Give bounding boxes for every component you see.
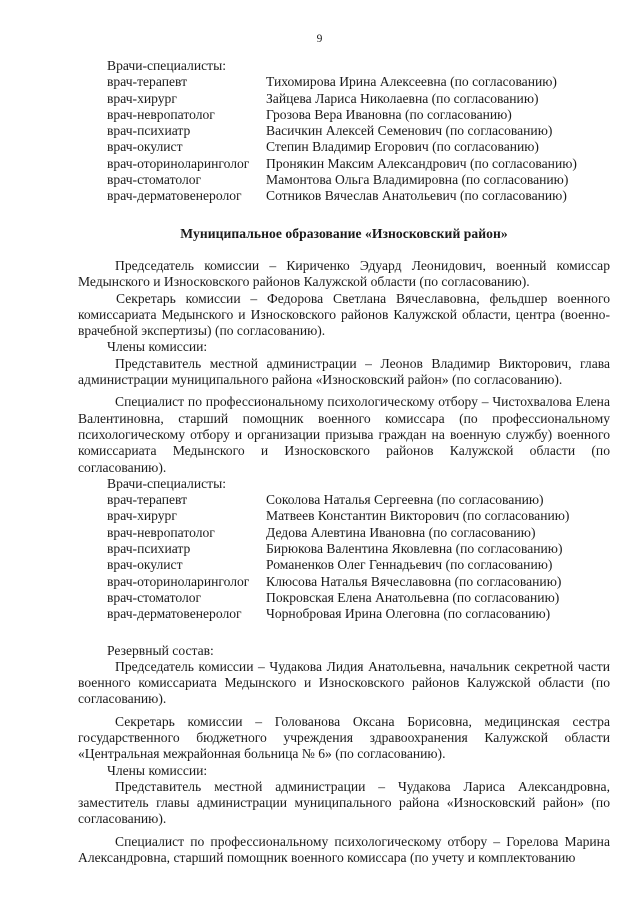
commission-chairman: Председатель комиссии – Кириченко Эдуард Леонидович, военный комиссар Медынского и Износковского районов Калужской области (по согласованию). [78, 257, 610, 290]
doctor-role: врач-невропатолог [107, 106, 215, 122]
doctor-row [78, 188, 610, 204]
doctor-row [78, 74, 610, 90]
doctor-role: врач-стоматолог [107, 172, 202, 188]
doctor-role: врач-психиатр [107, 541, 191, 557]
doctor-role: врач-дерматовенеролог [107, 606, 242, 622]
doctor-row [78, 139, 610, 155]
doctor-row [78, 492, 610, 508]
doctor-role: врач-оториноларинголог [107, 155, 250, 171]
doctors-title-2: Врачи-специалисты: [107, 475, 226, 491]
doctor-name: Дедова Алевтина Ивановна (по согласованию) [266, 524, 536, 540]
commission-secretary: Секретарь комиссии – Федорова Светлана Вячеславовна, фельдшер военного комиссариата Медынского и Износковского районов Калужской области, центра (военно-врачебной экспертизы) (по согласованию). [78, 290, 610, 339]
doctor-name: Мамонтова Ольга Владимировна (по согласованию) [266, 172, 569, 188]
doctor-role: врач-невропатолог [107, 524, 215, 540]
doctor-role: врач-хирург [107, 90, 177, 106]
doctor-name: Покровская Елена Анатольевна (по согласованию) [266, 589, 560, 605]
doctor-role: врач-хирург [107, 508, 177, 524]
doctor-row [78, 107, 610, 123]
doctor-role: врач-терапевт [107, 74, 188, 90]
doctor-name: Тихомирова Ирина Алексеевна (по согласованию) [266, 74, 557, 90]
doctors-list-2 [78, 492, 610, 622]
doctor-row [78, 508, 610, 524]
doctor-name: Клюсова Наталья Вячеславовна (по согласованию) [266, 573, 562, 589]
reserve-admin-representative: Представитель местной администрации – Чудакова Лариса Александровна, заместитель главы администрации муниципального района «Износковский район» (по согласованию). [78, 778, 610, 827]
doctor-name: Степин Владимир Егорович (по согласованию) [266, 139, 539, 155]
doctor-role: врач-дерматовенеролог [107, 188, 242, 204]
doctors-title-1: Врачи-специалисты: [107, 58, 226, 73]
admin-representative: Представитель местной администрации – Леонов Владимир Викторович, глава администрации муниципального района «Износковский район» (по согласованию). [78, 355, 610, 388]
doctor-name: Соколова Наталья Сергеевна (по согласованию) [266, 492, 544, 508]
doctor-row [78, 574, 610, 590]
members-title: Члены комиссии: [107, 339, 208, 355]
doctor-row [78, 525, 610, 541]
doctor-row [78, 172, 610, 188]
doctor-row [78, 590, 610, 606]
reserve-secretary: Секретарь комиссии – Голованова Оксана Борисовна, медицинская сестра государственного бюджетного учреждения здравоохранения Калужской области «Центральная межрайонная больница № 6» (по согласованию). [78, 713, 610, 762]
doctor-name: Матвеев Константин Викторович (по согласованию) [266, 508, 570, 524]
doctor-name: Васичкин Алексей Семенович (по согласованию) [266, 123, 553, 139]
doctor-role: врач-оториноларинголог [107, 573, 250, 589]
doctor-name: Романенков Олег Геннадьевич (по согласованию) [266, 557, 553, 573]
section-heading: Муниципальное образование «Износковский район» [180, 225, 508, 241]
page-content [78, 58, 610, 866]
page-number: 9 [316, 33, 323, 45]
doctor-name: Грозова Вера Ивановна (по согласованию) [266, 106, 512, 122]
doctor-role: врач-окулист [107, 139, 183, 155]
doctor-role: врач-психиатр [107, 123, 191, 139]
doctor-name: Зайцева Лариса Николаевна (по согласованию) [266, 90, 539, 106]
doctor-row [78, 123, 610, 139]
reserve-title: Резервный состав: [107, 642, 214, 658]
doctor-name: Бирюкова Валентина Яковлевна (по согласованию) [266, 541, 563, 557]
psychology-specialist: Специалист по профессиональному психологическому отбору – Чистохвалова Елена Валентиновна, старший помощник военного комиссара (по профессиональному психологическому отбору и организации призыва граждан на военную службу) военного комиссариата Медынского и Износковского районов Калужской области (по согласованию). [78, 394, 610, 475]
doctor-role: врач-стоматолог [107, 589, 202, 605]
doctor-row [78, 606, 610, 622]
doctor-name: Сотников Вячеслав Анатольевич (по согласованию) [266, 188, 567, 204]
reserve-psychology-specialist: Специалист по профессиональному психологическому отбору – Горелова Марина Александровна, старший помощник военного комиссара (по учету и комплектованию [78, 833, 610, 866]
doctors-list-1 [78, 74, 610, 204]
doctor-row [78, 557, 610, 573]
doctor-row [78, 91, 610, 107]
doctor-row [78, 156, 610, 172]
doctor-name: Пронякин Максим Александрович (по согласованию) [266, 155, 577, 171]
reserve-members-title: Члены комиссии: [107, 762, 208, 778]
doctor-row [78, 541, 610, 557]
doctor-role: врач-терапевт [107, 492, 188, 508]
doctor-name: Чорнобровая Ирина Олеговна (по согласованию) [266, 606, 551, 622]
reserve-chairman: Председатель комиссии – Чудакова Лидия Анатольевна, начальник секретной части военного комиссариата Медынского и Износковского районов Калужской области (по согласованию). [78, 658, 610, 707]
doctor-role: врач-окулист [107, 557, 183, 573]
